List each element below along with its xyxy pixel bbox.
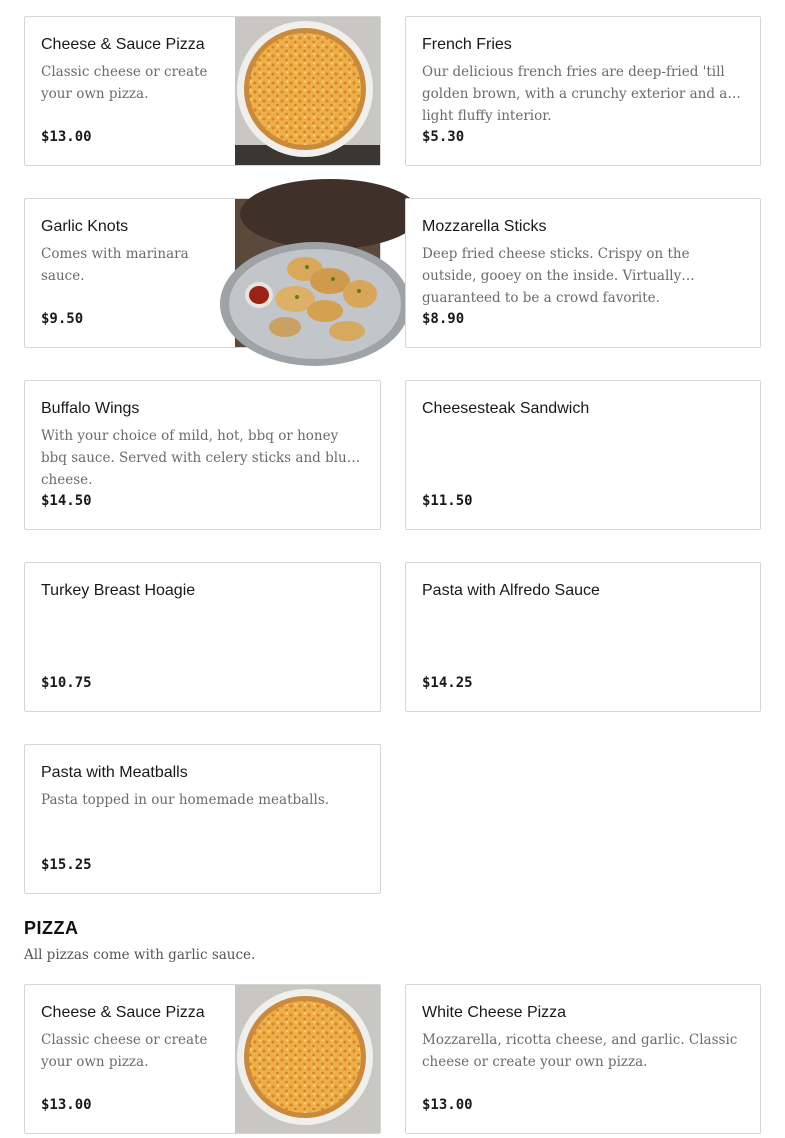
item-name: Garlic Knots xyxy=(41,218,129,235)
item-price: $9.50 xyxy=(41,311,84,327)
menu-item-card[interactable] xyxy=(24,744,381,894)
item-price: $10.75 xyxy=(41,675,92,691)
item-name: French Fries xyxy=(422,36,512,53)
menu-item-card[interactable] xyxy=(405,16,761,166)
item-description: With your choice of mild, hot, bbq or honey bbq sauce. Served with celery sticks and blue cheese. xyxy=(41,428,355,488)
item-price: $11.50 xyxy=(422,493,473,509)
item-price: $13.00 xyxy=(41,1097,92,1113)
pizza-photo xyxy=(235,17,380,165)
menu-item-card[interactable] xyxy=(24,984,381,1134)
section-subtitle: All pizzas come with garlic sauce. xyxy=(24,947,256,963)
item-name: Cheesesteak Sandwich xyxy=(422,400,590,417)
item-name: Mozzarella Sticks xyxy=(422,218,547,235)
menu-item-card[interactable] xyxy=(24,198,381,348)
item-price: $13.00 xyxy=(422,1097,473,1113)
item-price: $13.00 xyxy=(41,129,92,145)
pizza-photo xyxy=(235,985,380,1133)
item-price: $5.30 xyxy=(422,129,465,145)
menu-item-card[interactable] xyxy=(24,380,381,530)
section-title: PIZZA xyxy=(24,918,79,938)
item-price: $14.50 xyxy=(41,493,92,509)
item-name: Pasta with Alfredo Sauce xyxy=(422,582,600,599)
item-name: Pasta with Meatballs xyxy=(41,764,188,781)
item-name: Cheese & Sauce Pizza xyxy=(41,36,205,53)
menu-item-card[interactable] xyxy=(405,380,761,530)
item-price: $15.25 xyxy=(41,857,92,873)
item-name: Buffalo Wings xyxy=(41,400,140,417)
menu-item-card[interactable] xyxy=(405,198,761,348)
item-name: Cheese & Sauce Pizza xyxy=(41,1004,205,1021)
item-name: White Cheese Pizza xyxy=(422,1004,567,1021)
menu-item-card[interactable] xyxy=(24,562,381,712)
item-description: Comes with marinara sauce. xyxy=(41,246,189,284)
item-description: Deep fried cheese sticks. Crispy on the outside, gooey on the inside. Virtually guaranteed to be a crowd favorite. xyxy=(422,246,690,306)
item-description: Our delicious french fries are deep-fried 'till golden brown, with a crunchy exterior and a light fluffy interior. xyxy=(422,64,728,124)
menu-item-card[interactable] xyxy=(405,562,761,712)
item-price: $8.90 xyxy=(422,311,465,327)
item-name: Turkey Breast Hoagie xyxy=(41,582,196,599)
garlic-knots-photo xyxy=(235,199,380,347)
item-description: Mozzarella, ricotta cheese, and garlic. Classic cheese or create your own pizza. xyxy=(422,1032,738,1070)
item-description: Pasta topped in our homemade meatballs. xyxy=(41,792,330,808)
item-price: $14.25 xyxy=(422,675,473,691)
menu-item-card[interactable] xyxy=(405,984,761,1134)
item-description: Classic cheese or create your own pizza. xyxy=(41,1032,208,1070)
menu-item-card[interactable] xyxy=(24,16,381,166)
item-description: Classic cheese or create your own pizza. xyxy=(41,64,208,102)
